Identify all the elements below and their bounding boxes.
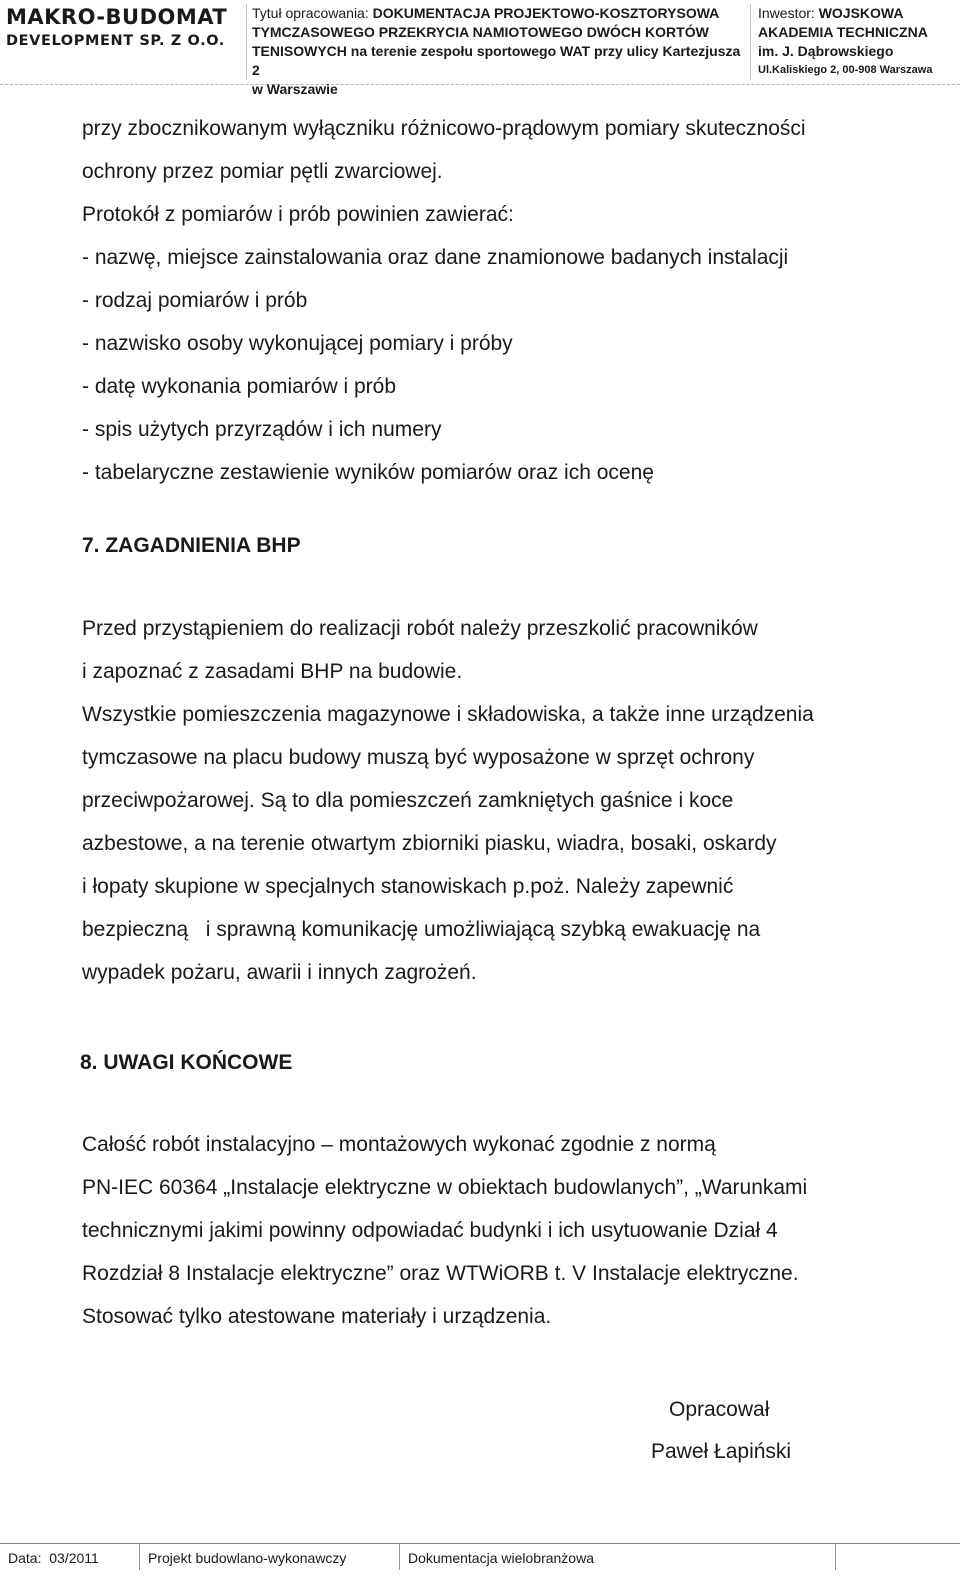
- investor-text-1: WOJSKOWA: [818, 5, 904, 21]
- body-line: Całość robót instalacyjno – montażowych wykonać zgodnie z normą: [82, 1133, 716, 1156]
- title-text-3: TENISOWYCH na terenie zespołu sportowego WAT przy ulicy Kartezjusza 2: [252, 43, 741, 78]
- list-item: - spis użytych przyrządów i ich numery: [82, 418, 442, 441]
- section-heading-final-remarks: 8. UWAGI KOŃCOWE: [80, 1051, 293, 1074]
- company-logo: [6, 4, 247, 80]
- list-item: - nazwę, miejsce zainstalowania oraz dane znamionowe badanych instalacji: [82, 246, 789, 269]
- title-label: Tytuł opracowania:: [252, 5, 373, 21]
- investor-address: Ul.Kaliskiego 2, 00-908 Warszawa: [758, 64, 933, 76]
- body-line: przeciwpożarowej. Są to dla pomieszczeń zamkniętych gaśnice i koce: [82, 789, 734, 812]
- title-text-2: TYMCZASOWEGO PRZEKRYCIA NAMIOTOWEGO DWÓCH KORTÓW: [252, 24, 709, 40]
- logo-line-2: DEVELOPMENT SP. Z O.O.: [6, 33, 225, 49]
- body-line: Wszystkie pomieszczenia magazynowe i składowiska, a także inne urządzenia: [82, 703, 814, 726]
- body-line: Przed przystąpieniem do realizacji robót należy przeszkolić pracowników: [82, 617, 758, 640]
- title-line-4: [252, 80, 750, 99]
- bhp-paragraph: [82, 607, 960, 994]
- footer-date: Data: 03/2011: [0, 1544, 140, 1570]
- section-heading-bhp: 7. ZAGADNIENIA BHP: [82, 534, 301, 557]
- list-item: - tabelaryczne zestawienie wyników pomiarów oraz ich ocenę: [82, 461, 654, 484]
- body-line: PN-IEC 60364 „Instalacje elektryczne w obiektach budowlanych”, „Warunkami: [82, 1176, 808, 1199]
- list-item: - datę wykonania pomiarów i prób: [82, 375, 396, 398]
- body-line: Rozdział 8 Instalacje elektryczne” oraz WTWiORB t. V Instalacje elektryczne.: [82, 1262, 799, 1285]
- body-line: wypadek pożaru, awarii i innych zagrożeń.: [82, 961, 477, 984]
- body-line: i zapoznać z zasadami BHP na budowie.: [82, 660, 463, 683]
- investor-line-1: [758, 4, 958, 23]
- footer-project-type: Projekt budowlano-wykonawczy: [140, 1544, 400, 1570]
- body-line: przy zbocznikowanym wyłączniku różnicowo-prądowym pomiary skuteczności: [82, 117, 806, 140]
- footer-page-cell: [836, 1544, 886, 1570]
- title-line-1: [252, 4, 750, 23]
- title-line-2: [252, 23, 750, 42]
- footer-doc-type: Dokumentacja wielobranżowa: [400, 1544, 836, 1570]
- document-title-block: [252, 4, 751, 97]
- final-remarks-paragraph: [82, 1123, 960, 1338]
- investor-text-2: AKADEMIA TECHNICZNA: [758, 24, 928, 40]
- list-item: - rodzaj pomiarów i prób: [82, 289, 308, 312]
- body-line: Stosować tylko atestowane materiały i urządzenia.: [82, 1305, 552, 1328]
- page-footer: [0, 1543, 960, 1570]
- body-line: i łopaty skupione w specjalnych stanowiskach p.poż. Należy zapewnić: [82, 875, 734, 898]
- body-line: Protokół z pomiarów i prób powinien zawierać:: [82, 203, 514, 226]
- document-body: [82, 107, 960, 1338]
- body-line: technicznymi jakimi powinny odpowiadać budynki i ich usytuowanie Dział 4: [82, 1219, 778, 1242]
- title-line-3: [252, 42, 750, 80]
- body-line: bezpieczną i sprawną komunikację umożliwiającą szybką ewakuację na: [82, 918, 761, 941]
- body-line: ochrony przez pomiar pętli zwarciowej.: [82, 160, 443, 183]
- investor-block: [758, 4, 958, 80]
- investor-line-2: [758, 23, 958, 42]
- investor-line-3: [758, 42, 958, 61]
- list-item: - nazwisko osoby wykonującej pomiary i próby: [82, 332, 513, 355]
- title-text-1: DOKUMENTACJA PROJEKTOWO-KOSZTORYSOWA: [372, 5, 720, 21]
- title-text-4: w Warszawie: [252, 81, 338, 97]
- investor-label: Inwestor:: [758, 5, 819, 21]
- signature-label: Opracował: [669, 1398, 770, 1421]
- intro-paragraph: [82, 107, 960, 494]
- page-header: [0, 0, 960, 97]
- body-line: tymczasowe na placu budowy muszą być wyposażone w sprzęt ochrony: [82, 746, 755, 769]
- signature-name: Paweł Łapiński: [651, 1440, 792, 1463]
- logo-line-1: MAKRO-BUDOMAT: [6, 5, 228, 29]
- investor-text-3: im. J. Dąbrowskiego: [758, 43, 894, 59]
- body-line: azbestowe, a na terenie otwartym zbiorniki piasku, wiadra, bosaki, oskardy: [82, 832, 777, 855]
